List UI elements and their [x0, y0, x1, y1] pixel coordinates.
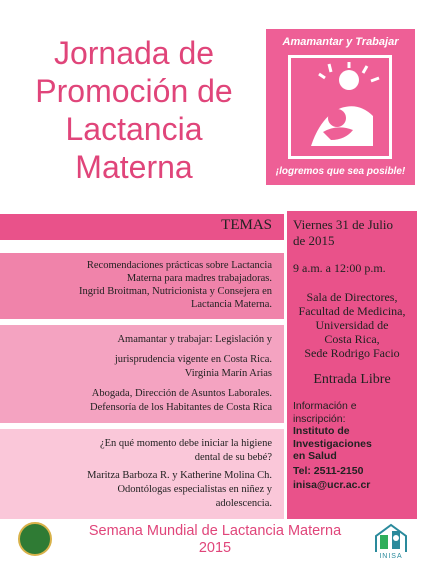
breastfeeding-logo — [266, 29, 415, 185]
inisa-logo-icon — [372, 522, 410, 562]
place-line: Universidad de — [315, 318, 389, 332]
topic-title: Recomendaciones prácticas sobre Lactancia — [86, 260, 272, 271]
temas-label: TEMAS — [221, 217, 272, 233]
event-date: de 2015 — [293, 233, 335, 248]
topic-title: dental de su bebé? — [194, 452, 272, 463]
footer-line: 2015 — [198, 540, 232, 556]
mother-baby-icon — [288, 55, 392, 159]
place-line: Sala de Directores, — [306, 290, 398, 304]
topic-speaker: Odontólogas especialistas en niñez y — [117, 484, 272, 495]
temas-header — [0, 214, 284, 240]
org-name: Instituto de — [293, 425, 350, 437]
topic-speaker: adolescencia. — [215, 498, 272, 509]
topic-speaker: Virginia Marín Arias — [184, 368, 272, 379]
org-name: en Salud — [293, 450, 337, 462]
topic-panel — [0, 325, 284, 423]
footer-line: Semana Mundial de Lactancia Materna — [88, 523, 342, 539]
event-place — [287, 276, 417, 360]
page-title — [0, 34, 268, 186]
title-line: Jornada de — [53, 35, 215, 71]
university-seal-icon — [18, 522, 52, 556]
topic-speaker: Abogada, Dirección de Asuntos Laborales. — [91, 388, 272, 399]
email-address: inisa@ucr.ac.cr — [293, 479, 371, 491]
org-name: Investigaciones — [293, 437, 372, 450]
topic-speaker: Ingrid Broitman, Nutricionista y Consejera en — [78, 286, 272, 297]
title-line: Promoción de — [35, 73, 233, 109]
place-line: Facultad de Medicina, — [298, 304, 406, 318]
event-details — [287, 211, 417, 519]
topic-title: ¿En qué momento debe iniciar la higiene — [99, 438, 272, 449]
topic-title: jurisprudencia vigente en Costa Rica. — [114, 354, 272, 365]
logo-slogan: ¡logremos que sea posible! — [275, 166, 406, 177]
topic-panel — [0, 253, 284, 319]
event-time: 9 a.m. a 12:00 p.m. — [293, 261, 386, 275]
topic-title: Materna para madres trabajadoras. — [126, 273, 272, 284]
topic-title: Amamantar y trabajar: Legislación y — [117, 334, 272, 345]
place-line: Sede Rodrigo Facio — [304, 346, 400, 360]
info-label: Información e — [293, 400, 357, 412]
entry-label: Entrada Libre — [313, 372, 391, 387]
logo-heading: Amamantar y Trabajar — [282, 36, 399, 48]
footer-text — [60, 523, 370, 557]
phone-number: Tel: 2511-2150 — [293, 464, 364, 477]
title-line: Materna — [75, 149, 193, 185]
inisa-label: INISA — [379, 553, 403, 560]
topic-speaker: Lactancia Materna. — [190, 299, 272, 310]
event-date: Viernes 31 de Julio — [293, 217, 393, 232]
place-line: Costa Rica, — [324, 332, 380, 346]
title-line: Lactancia — [65, 111, 203, 147]
topic-speaker: Maritza Barboza R. y Katherine Molina Ch. — [87, 470, 272, 481]
topic-speaker: Defensoría de los Habitantes de Costa Rica — [90, 402, 272, 413]
topic-panel — [0, 429, 284, 519]
info-label: inscripción: — [293, 412, 346, 425]
